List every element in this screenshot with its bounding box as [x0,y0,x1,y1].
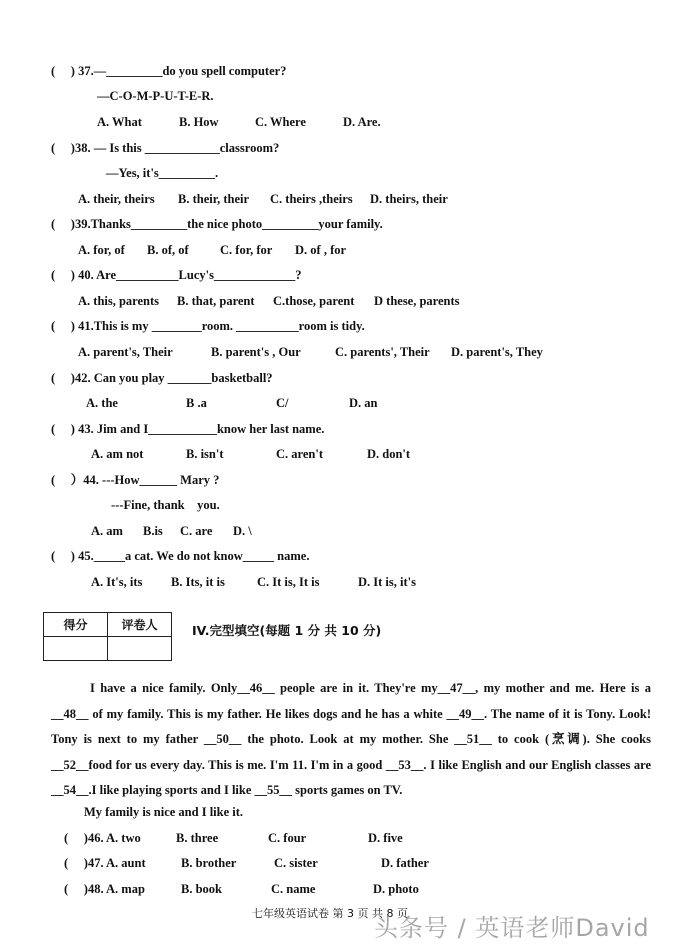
q46-stem: ( )46. A. two [64,831,141,845]
q40-option-c: C.those, parent [273,294,355,308]
q42-option-a: A. the [86,396,118,410]
q45-option-c: C. It is, It is [257,575,320,589]
q46-option-c: C. four [268,831,307,845]
q48-option-b: B. book [181,882,222,896]
q37-stem: ( ) 37.—_________do you spell computer? [51,64,287,78]
q47-stem: ( )47. A. aunt [64,856,146,870]
q39-stem: ( )39.Thanks_________the nice photo_________your family. [51,217,383,231]
page-footer: 七年级英语试卷 第 3 页 共 8 页 [252,907,408,920]
q37-option-b: B. How [179,115,219,129]
q47-option-d: D. father [381,856,429,870]
q41-option-a: A. parent's, Their [78,345,173,359]
q38-option-c: C. theirs ,theirs [270,192,353,206]
q48-option-d: D. photo [373,882,419,896]
q42-option-d: D. an [349,396,378,410]
q45-stem: ( ) 45._____a cat. We do not know_____ name. [51,549,310,563]
q44-option-a: A. am [91,524,123,538]
score-table [43,612,172,661]
q41-option-d: D. parent's, They [451,345,543,359]
q43-stem: ( ) 43. Jim and I___________know her last name. [51,422,325,436]
q37-option-d: D. Are. [343,115,381,129]
q40-stem: ( ) 40. Are__________Lucy's_____________? [51,268,302,282]
q39-option-b: B. of, of [147,243,189,257]
q48-option-c: C. name [271,882,316,896]
q37-option-c: C. Where [255,115,306,129]
q37-option-a: A. What [97,115,142,129]
q40-option-a: A. this, parents [78,294,160,308]
q38-answer: —Yes, it's_________. [106,166,219,180]
q40-option-b: B. that, parent [177,294,255,308]
q44-option-d: D. \ [233,524,252,538]
q47-option-c: C. sister [274,856,318,870]
q42-option-b: B .a [186,396,207,410]
q44-option-b: B.is [143,524,163,538]
section-iv-title: IV.完型填空(每题 1 分 共 10 分) [192,623,382,638]
grader-cell[interactable] [108,637,172,661]
q41-option-b: B. parent's , Our [211,345,301,359]
q44-answer: ---Fine, thank you. [111,498,220,512]
q48-stem: ( )48. A. map [64,882,145,896]
q39-option-d: D. of , for [295,243,347,257]
q43-option-b: B. isn't [186,447,224,461]
watermark: 头条号 / 英语老师David [374,914,650,942]
q38-stem: ( )38. — Is this ____________classroom? [51,141,280,155]
q41-option-c: C. parents', Their [335,345,430,359]
q38-option-a: A. their, theirs [78,192,155,206]
q38-option-d: D. theirs, their [370,192,448,206]
q41-stem: ( ) 41.This is my ________room. __________room is tidy. [51,319,365,333]
q46-option-d: D. five [368,831,403,845]
q40-option-d: D these, parents [374,294,460,308]
q45-option-d: D. It is, it's [358,575,416,589]
grader-label: 评卷人 [108,613,172,637]
q43-option-d: D. don't [367,447,411,461]
q45-option-a: A. It's, its [91,575,143,589]
q37-answer: —C-O-M-P-U-T-E-R. [97,89,214,103]
q44-option-c: C. are [180,524,213,538]
q43-option-c: C. aren't [276,447,323,461]
q38-option-b: B. their, their [178,192,250,206]
q43-option-a: A. am not [91,447,144,461]
passage-closing: My family is nice and I like it. [84,805,244,819]
q42-stem: ( )42. Can you play _______basketball? [51,371,273,385]
q42-option-c: C/ [276,396,289,410]
q46-option-b: B. three [176,831,219,845]
q39-option-a: A. for, of [78,243,125,257]
q39-option-c: C. for, for [220,243,273,257]
q45-option-b: B. Its, it is [171,575,225,589]
score-label: 得分 [44,613,108,637]
q47-option-b: B. brother [181,856,237,870]
score-cell[interactable] [44,637,108,661]
q44-stem: ( ）44. ---How______ Mary ? [51,473,220,487]
passage-paragraph: I have a nice family. Only__46__ people are in it. They're my__47__, my mother and me. Here is a __48__ of my family. This is my father. He likes dogs and he has a white __49__. The name of it is Tony. Look! Tony is next to my father __50__ the photo. Look at my mother. She __51__ to cook (烹调). She cooks __52__food for us every day. This is me. I'm 11. I'm in a good __53__. I like English and our English classes are __54__.I like playing sports and I like __55__ sports games on TV. [51,681,651,797]
